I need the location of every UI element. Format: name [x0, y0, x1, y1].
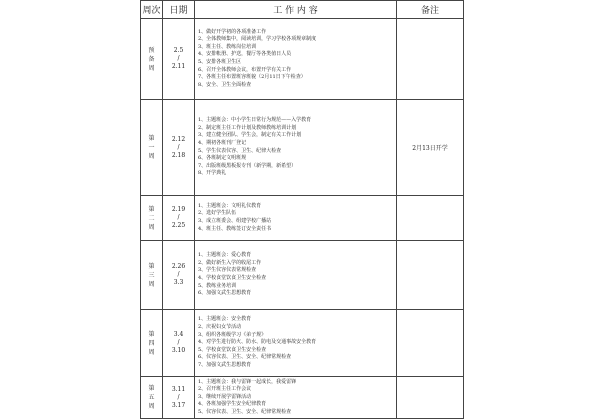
- date-part: 2.18: [171, 151, 186, 159]
- week-char: 第: [148, 330, 155, 338]
- date-cell: [163, 241, 195, 310]
- note-cell: [397, 241, 464, 310]
- content-item: 3、建立健全团队、学生会，制定有关工作计划: [198, 132, 302, 139]
- week-cell: [141, 100, 163, 196]
- week-char: 四: [148, 339, 155, 347]
- week-char: 周: [148, 403, 155, 410]
- content-item: 7、出版班级黑板报专刊（新学期，新希望）: [198, 162, 297, 169]
- week-char: 预: [148, 46, 155, 54]
- week-cell: [141, 196, 163, 241]
- content-item: 5、仪容仪表、卫生、安全、纪律常规检查: [198, 408, 292, 415]
- week-char: 三: [148, 271, 155, 279]
- date-part: /: [177, 143, 180, 151]
- content-item: 5、安排各班卫生区: [198, 59, 242, 65]
- header-week: 周次: [141, 1, 163, 19]
- content-item: 6、仪容仪表、卫生、安全、纪律常规检查: [198, 354, 292, 361]
- content-item: 1、主题班会：中小学生日常行为规范——入学教育: [198, 117, 312, 124]
- schedule-table: [140, 0, 464, 419]
- date-part: /: [177, 214, 180, 221]
- week-char: 一: [148, 144, 155, 151]
- table-row: [141, 100, 464, 196]
- date-cell: [163, 310, 195, 377]
- schedule-rows: [141, 19, 464, 419]
- content-item: 2、选好学生队伍: [198, 210, 237, 217]
- date-cell: [163, 196, 195, 241]
- content-item: 1、主题班会：爱心教育: [198, 252, 252, 259]
- content-item: 1、主题班会：我与雷锋一起成长，我爱雷锋: [198, 378, 297, 385]
- note-cell: 2月13日开学: [397, 100, 464, 196]
- content-item: 5、学生仪表仪容、卫生、纪律大检查: [198, 147, 282, 154]
- content-cell: [195, 310, 397, 377]
- content-item: 5、教练业务培训: [198, 282, 237, 289]
- content-item: 4、学校食堂饮食卫生安全检查: [198, 275, 267, 281]
- content-item: 4、班主任、教练签订安全责任书: [198, 225, 272, 232]
- content-item: 1、主题班会：安全教育: [198, 316, 252, 323]
- week-char: 备: [148, 55, 155, 63]
- week-cell: [141, 310, 163, 377]
- week-cell: [141, 241, 163, 310]
- header-content: 工 作 内 容: [195, 1, 397, 19]
- content-item: 6、各班制定文明班规: [198, 155, 247, 162]
- date-part: /: [177, 339, 180, 346]
- note-cell: [397, 19, 464, 100]
- note-cell: [397, 377, 464, 419]
- content-item: 4、安排帐册、护送，餐厅等各类值日人员: [198, 51, 292, 58]
- week-char: 第: [148, 205, 155, 213]
- date-part: 3.11: [171, 385, 186, 393]
- date-part: 3.4: [173, 331, 184, 338]
- content-item: 8、安全、卫生全面检查: [198, 81, 252, 88]
- date-cell: [163, 100, 195, 196]
- content-item: 5、学校食堂饮食卫生安全检查: [198, 346, 267, 353]
- table-row: [141, 196, 464, 241]
- content-item: 2、做好新生入学的收尾工作: [198, 259, 262, 266]
- week-char: 第: [148, 135, 155, 142]
- date-part: /: [177, 55, 180, 62]
- date-part: 2.26: [171, 263, 186, 270]
- content-item: 4、期初各班刊厂登记: [198, 139, 247, 146]
- content-cell: [195, 377, 397, 419]
- week-char: 周: [148, 223, 155, 231]
- content-item: 1、做好开学初的各项准备工作: [198, 28, 267, 35]
- content-item: 3、组织各班级学习《弟子规》: [198, 331, 267, 338]
- content-cell: [195, 196, 397, 241]
- content-item: 4、对学生进行防火、防水、防电及交通事故安全教育: [198, 339, 317, 346]
- content-item: 3、班主任、教练岗位培训: [198, 43, 257, 50]
- header-row: [141, 1, 464, 19]
- content-item: 3、成立班委会、组建学校广播站: [198, 218, 272, 224]
- content-item: 7、加强文武生思想教育: [198, 361, 252, 368]
- content-cell: [195, 19, 397, 100]
- date-part: 2.12: [171, 135, 186, 143]
- content-item: 4、各班加强学生安全纪律教育: [198, 401, 267, 408]
- date-part: 2.25: [171, 222, 186, 229]
- date-part: 2.11: [171, 63, 186, 70]
- schedule-sheet: [140, 0, 463, 415]
- note-cell: [397, 196, 464, 241]
- week-char: 第: [148, 262, 155, 270]
- content-item: 2、庆祝妇女节活动: [198, 324, 242, 331]
- note-cell: [397, 310, 464, 377]
- week-char: 周: [148, 153, 155, 160]
- content-cell: [195, 100, 397, 196]
- week-char: 第: [148, 385, 155, 392]
- content-item: 6、加强文武生思想教育: [198, 290, 252, 297]
- content-item: 3、继续开展学雷锋活动: [198, 393, 252, 400]
- date-part: 3.10: [171, 347, 186, 354]
- date-part: 2.5: [173, 47, 184, 54]
- content-item: 2、全体教师集中，阅读培训，学习学校各项规章制度: [198, 36, 317, 43]
- date-part: 3.3: [173, 279, 184, 286]
- table-row: [141, 19, 464, 100]
- header-date: 日期: [163, 1, 195, 19]
- table-row: [141, 241, 464, 310]
- content-item: 2、制定班主任工作计划及教师教练培训计划: [198, 124, 297, 131]
- week-char: 周: [148, 280, 155, 288]
- date-cell: [163, 19, 195, 100]
- content-item: 6、召开全体教师会议，布置开学有关工作: [198, 66, 292, 73]
- content-item: 1、主题班会：文明礼仪教育: [198, 202, 262, 209]
- content-item: 8、开学典礼: [198, 170, 227, 177]
- week-char: 五: [148, 394, 155, 401]
- content-item: 3、学生仪容仪表常规检查: [198, 267, 257, 274]
- header-note: 备注: [397, 1, 464, 19]
- date-part: 2.19: [171, 206, 186, 213]
- week-char: 周: [148, 64, 155, 72]
- content-item: 7、各班主任布置班容班貌（2月11日下午检查）: [198, 74, 306, 81]
- week-cell: [141, 19, 163, 100]
- date-cell: [163, 377, 195, 419]
- date-part: /: [177, 393, 180, 401]
- table-row: [141, 310, 464, 377]
- table-row: [141, 377, 464, 419]
- date-part: 3.17: [171, 401, 186, 409]
- content-item: 2、召开班主任工作会议: [198, 386, 252, 393]
- date-part: /: [177, 271, 180, 278]
- week-char: 二: [148, 214, 155, 222]
- week-cell: [141, 377, 163, 419]
- week-char: 周: [148, 348, 155, 356]
- content-cell: [195, 241, 397, 310]
